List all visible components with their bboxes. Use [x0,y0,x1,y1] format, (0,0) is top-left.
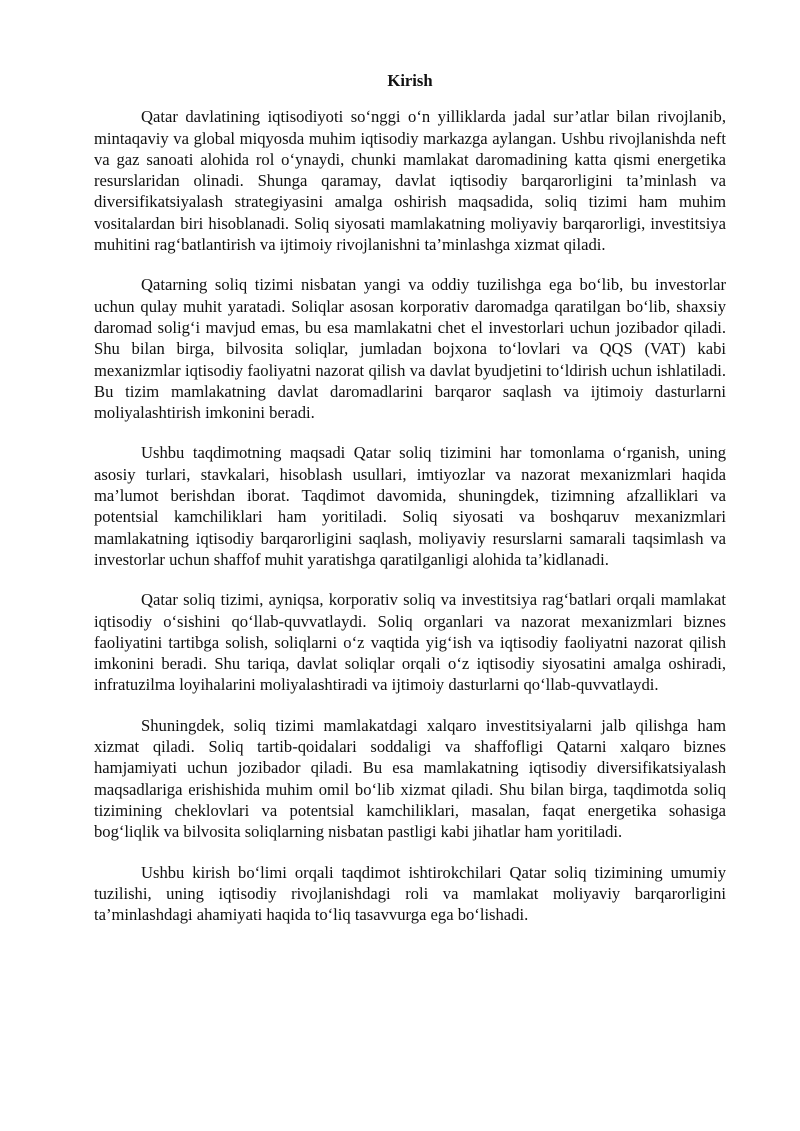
page-title: Kirish [387,71,433,90]
paragraph-2: Qatarning soliq tizimi nisbatan yangi va oddiy tuzilishga ega bo‘lib, bu investorlar uchun qulay muhit yaratadi. Soliqlar asosan korporativ daromadga qaratilgan bo‘lib, shaxsiy daromad solig‘i mavjud emas, bu esa mamlakatni chet el investorlari uchun jozibador qiladi. Shu bilan birga, bilvosita soliqlar, jumladan bojxona to‘lovlari va QQS (VAT) kabi mexanizmlar iqtisodiy faoliyatni nazorat qilish va davlat byudjetini to‘ldirish uchun ishlatiladi. Bu tizim mamlakatning davlat daromadlarini barqaror saqlash va ijtimoiy dasturlarni moliyalashtirish imkonini beradi. [94,275,726,423]
paragraph-6: Ushbu kirish bo‘limi orqali taqdimot ishtirokchilari Qatar soliq tizimining umumiy tuzilishi, uning iqtisodiy rivojlanishdagi roli va mamlakat moliyaviy barqarorligini ta’minlashdagi ahamiyati haqida to‘liq tasavvurga ega bo‘lishadi. [94,862,726,925]
paragraph-1: Qatar davlatining iqtisodiyoti so‘nggi o‘n yilliklarda jadal sur’atlar bilan rivojlanib, mintaqaviy va global miqyosda muhim iqtisodiy markazga aylangan. Ushbu rivojlanishda neft va gaz sanoati alohida rol o‘ynaydi, chunki mamlakat daromadining katta qismi energetika resurslaridan olinadi. Shunga qaramay, davlat iqtisodiy barqarorligini ta’minlash va diversifikatsiyalash strategiyasini amalga oshirish maqsadida, soliq tizimi ham muhim vositalardan biri hisoblanadi. Soliq siyosati mamlakatning moliyaviy barqarorligi, investitsiya muhitini rag‘batlantirish va ijtimoiy rivojlanishni ta’minlashga xizmat qiladi. [94,107,726,255]
paragraph-4: Qatar soliq tizimi, ayniqsa, korporativ soliq va investitsiya rag‘batlari orqali mamlakat iqtisodiy o‘sishini qo‘llab-quvvatlaydi. Soliq organlari va nazorat mexanizmlari biznes faoliyatini tartibga solish, soliqlarni o‘z vaqtida yig‘ish va iqtisodiy faoliyatni nazorat qilish imkonini beradi. Shu tariqa, davlat soliqlar orqali o‘z iqtisodiy siyosatini amalga oshiradi, infratuzilma loyihalarini moliyalashtiradi va ijtimoiy dasturlarni qo‘llab-quvvatlaydi. [94,590,726,695]
document-page [94,70,726,925]
paragraph-5: Shuningdek, soliq tizimi mamlakatdagi xalqaro investitsiyalarni jalb qilishga ham xizmat qiladi. Soliq tartib-qoidalari soddaligi va shaffofligi Qatarni xalqaro biznes hamjamiyati uchun jozibador qiladi. Bu esa mamlakatning iqtisodiy diversifikatsiyalash maqsadlariga erishishida muhim omil bo‘lib xizmat qiladi. Shu bilan birga, taqdimotda soliq tizimining cheklovlari va potentsial kamchiliklari, masalan, faqat energetika sohasiga bog‘liqlik va bilvosita soliqlarning nisbatan pastligi kabi jihatlar ham yoritiladi. [94,715,726,842]
paragraph-3: Ushbu taqdimotning maqsadi Qatar soliq tizimini har tomonlama o‘rganish, uning asosiy turlari, stavkalari, hisoblash usullari, imtiyozlar va nazorat mexanizmlari haqida ma’lumot berishdan iborat. Taqdimot davomida, shuningdek, tizimning afzalliklari va potentsial kamchiliklari ham yoritiladi. Soliq siyosati va boshqaruv mexanizmlari mamlakatning iqtisodiy barqarorligini saqlash, moliyaviy resurslarni samarali taqsimlash va investorlar uchun shaffof muhit yaratishga qaratilganligi alohida ta’kidlanadi. [94,443,726,569]
